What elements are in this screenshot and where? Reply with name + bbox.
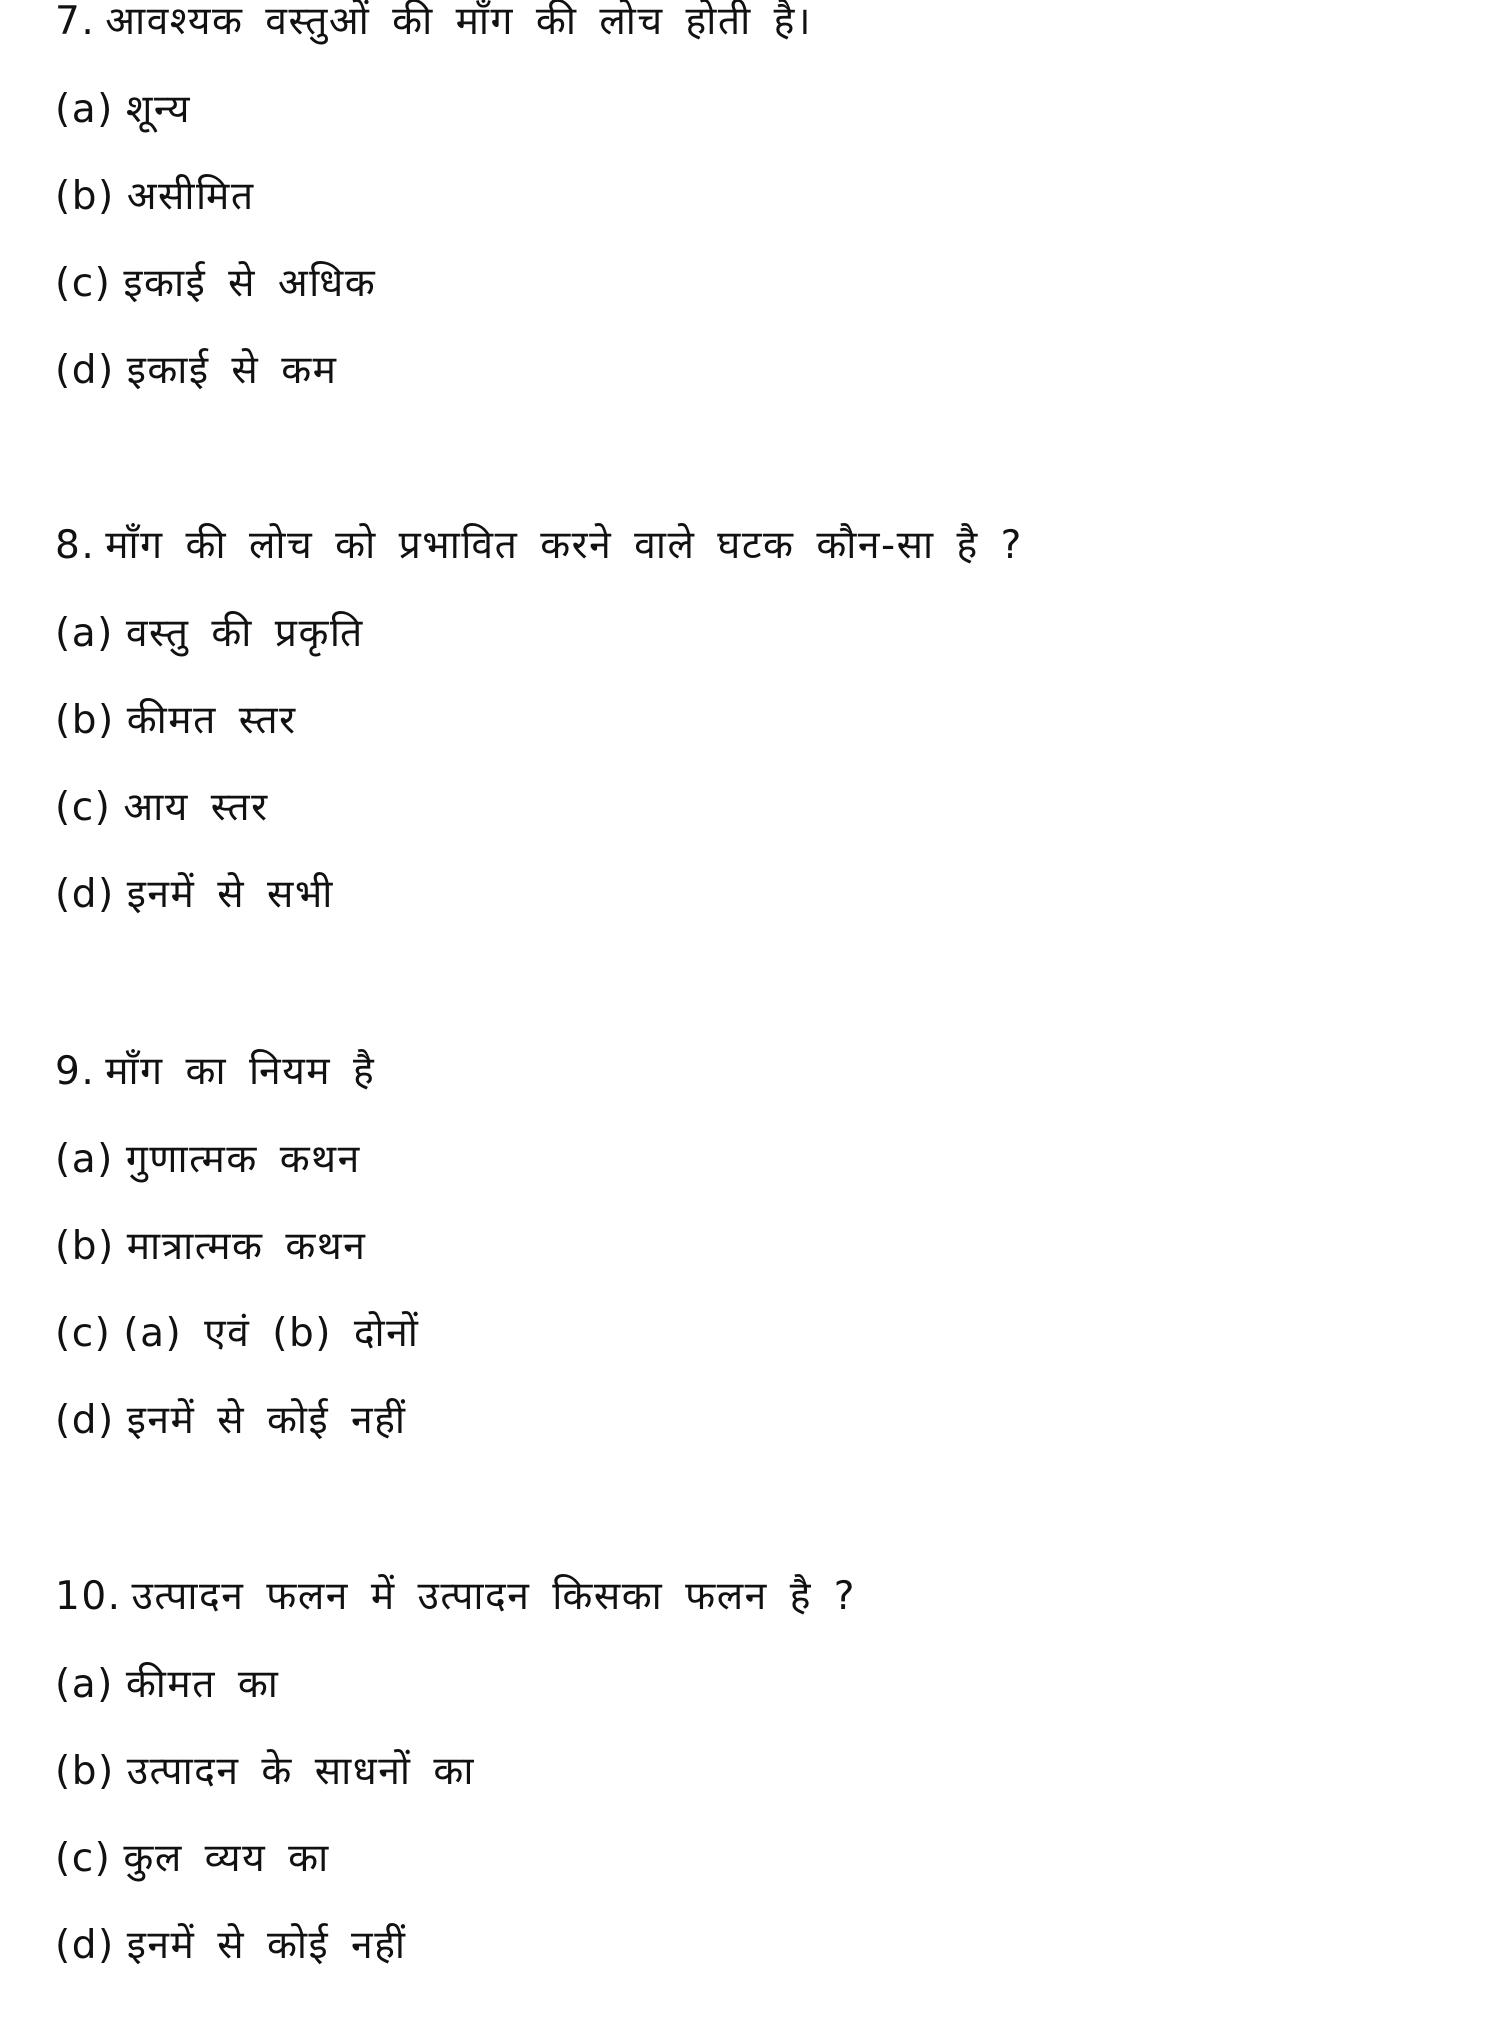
option-key: (d) (55, 348, 115, 393)
question-10 (55, 1573, 1455, 2009)
option-key: (a) (55, 611, 114, 656)
option-text: शून्य (125, 87, 191, 132)
question-7 (55, 0, 1455, 434)
option-text: उत्पादन के साधनों का (126, 1749, 475, 1794)
option-a (55, 610, 1455, 697)
option-c (55, 260, 1455, 347)
option-b (55, 697, 1455, 784)
option-key: (a) (55, 87, 114, 132)
option-text: आय स्तर (123, 785, 269, 830)
option-text: इनमें से सभी (126, 872, 334, 917)
question-text (55, 522, 1455, 610)
option-c (55, 784, 1455, 871)
option-text: कीमत स्तर (126, 698, 297, 743)
option-d (55, 347, 1455, 434)
option-d (55, 1397, 1455, 1484)
option-text: मात्रात्मक कथन (126, 1224, 367, 1269)
option-a (55, 1136, 1455, 1223)
question-text (55, 1048, 1455, 1136)
question-9 (55, 1048, 1455, 1484)
question-number: 10. (55, 1574, 122, 1619)
question-number: 7. (55, 0, 96, 44)
option-text: इनमें से कोई नहीं (126, 1398, 407, 1443)
option-key: (b) (55, 1224, 115, 1269)
option-text: इकाई से अधिक (123, 261, 377, 306)
option-text: इनमें से कोई नहीं (126, 1923, 407, 1968)
option-key: (b) (55, 174, 115, 219)
question-number: 8. (55, 523, 96, 568)
option-b (55, 1748, 1455, 1835)
option-key: (d) (55, 1923, 115, 1968)
question-statement: उत्पादन फलन में उत्पादन किसका फलन है ? (131, 1574, 857, 1619)
option-c (55, 1310, 1455, 1397)
question-8 (55, 522, 1455, 958)
option-text: कुल व्यय का (123, 1836, 330, 1881)
option-d (55, 871, 1455, 958)
question-number: 9. (55, 1049, 96, 1094)
option-d (55, 1922, 1455, 2009)
option-key: (b) (55, 1749, 115, 1794)
option-b (55, 173, 1455, 260)
question-text (55, 1573, 1455, 1661)
question-statement: माँग का नियम है (105, 1049, 376, 1094)
question-statement: माँग की लोच को प्रभावित करने वाले घटक कौन-सा है ? (105, 523, 1023, 568)
option-text: गुणात्मक कथन (125, 1137, 361, 1182)
option-key: (d) (55, 1398, 115, 1443)
option-key: (c) (55, 1311, 112, 1356)
option-text: इकाई से कम (126, 348, 338, 393)
option-key: (a) (55, 1662, 114, 1707)
option-key: (c) (55, 261, 112, 306)
option-a (55, 1661, 1455, 1748)
option-b (55, 1223, 1455, 1310)
option-text: असीमित (126, 174, 255, 219)
option-key: (d) (55, 872, 115, 917)
option-text: वस्तु की प्रकृति (125, 611, 364, 656)
option-key: (c) (55, 785, 112, 830)
option-c (55, 1835, 1455, 1922)
question-text (55, 0, 1455, 86)
option-text: कीमत का (125, 1662, 280, 1707)
option-text: (a) एवं (b) दोनों (123, 1311, 420, 1356)
option-key: (b) (55, 698, 115, 743)
question-statement: आवश्यक वस्तुओं की माँग की लोच होती है। (105, 0, 813, 44)
option-key: (c) (55, 1836, 112, 1881)
option-a (55, 86, 1455, 173)
option-key: (a) (55, 1137, 114, 1182)
